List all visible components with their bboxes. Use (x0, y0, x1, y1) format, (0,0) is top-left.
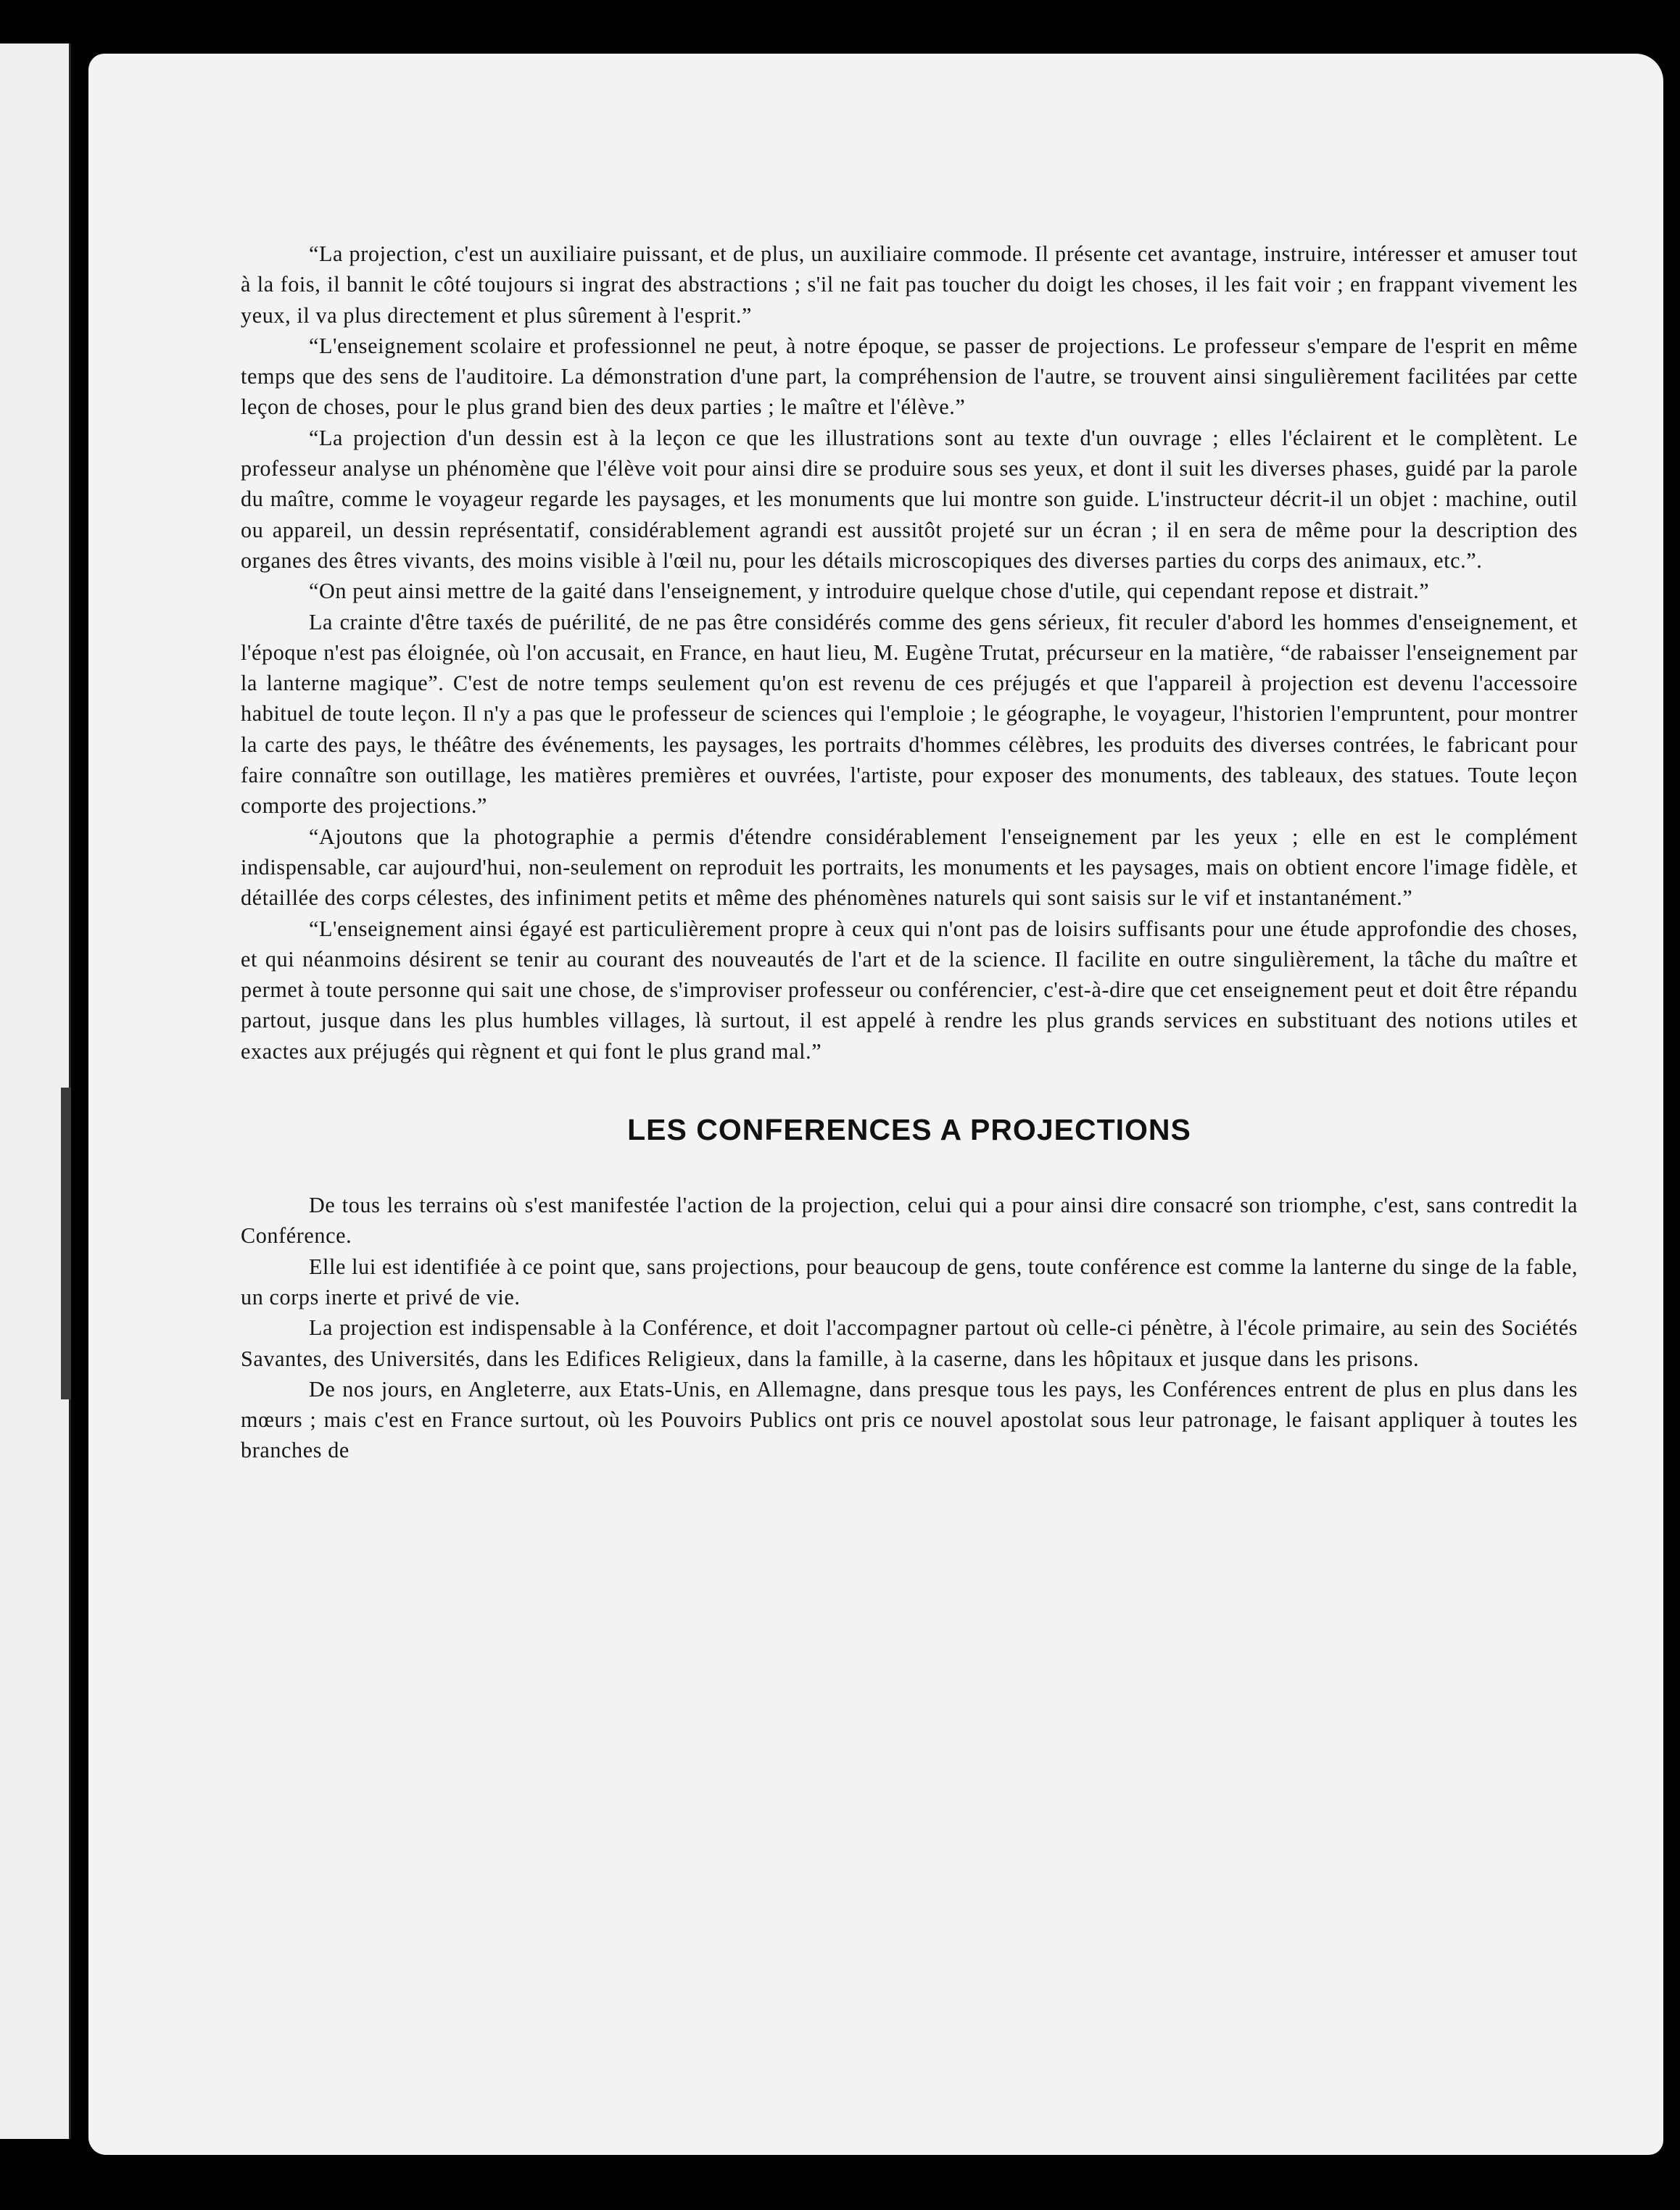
paragraph: La crainte d'être taxés de puérilité, de ne pas être considérés comme des gens sérieux, fit reculer d'abord les hommes d'enseignement, et l'époque n'est pas éloignée, où l'on accusait, en France, en haut lieu, M. Eugène Trutat, précurseur en la matière, “de rabaisser l'enseignement par la lanterne magique”. C'est de notre temps seulement qu'on est revenu de ces préjugés et que l'appareil à projection est devenu l'accessoire habituel de toute leçon. Il n'y a pas que le professeur de sciences qui l'emploie ; le géographe, le voyageur, l'historien l'empruntent, pour montrer la carte des pays, le théâtre des événements, les paysages, les portraits d'hommes célèbres, les produits des diverses contrées, le fabricant pour faire connaître son outillage, les matières premières et ouvrées, l'artiste, pour exposer des monuments, des tableaux, des statues. Toute leçon comporte des projections.” (241, 609, 1578, 819)
paragraph: “La projection, c'est un auxiliaire puissant, et de plus, un auxiliaire commode. Il présente cet avantage, instruire, intéresser et amuser tout à la fois, il bannit le côté toujours si ingrat des abstractions ; s'il ne fait pas toucher du doigt les choses, il les fait voir ; en frappant vivement les yeux, il va plus directement et plus sûrement à l'esprit.” (241, 241, 1578, 328)
paragraph: “On peut ainsi mettre de la gaité dans l'enseignement, y introduire quelque chose d'utile, qui cependant repose et distrait.” (309, 579, 1430, 604)
paragraph: “La projection d'un dessin est à la leçon ce que les illustrations sont au texte d'un ouvrage ; elles l'éclairent et le complètent. Le professeur analyse un phénomène que l'élève voit pour ainsi dire se produire sous ses yeux, et dont il suit les diverses phases, guidé par la parole du maître, comme le voyageur regarde les paysages, et les monuments que lui montre son guide. L'instructeur décrit-il un objet : machine, outil ou appareil, un dessin représentatif, considérablement agrandi est aussitôt projeté sur un écran ; il en sera de même pour la description des organes des êtres vivants, des moins visible à l'œil nu, pour les détails microscopiques des diverses parties du corps des animaux, etc.”. (241, 425, 1578, 573)
paragraph: De tous les terrains où s'est manifestée l'action de la projection, celui qui a pour ainsi dire consacré son triomphe, c'est, sans contredit la Conférence. (241, 1193, 1578, 1249)
section-title: LES CONFERENCES A PROJECTIONS (627, 1113, 1191, 1147)
paragraph: “L'enseignement ainsi égayé est particulièrement propre à ceux qui n'ont pas de loisirs suffisants pour une étude approfondie des choses, et qui néanmoins désirent se tenir au courant des nouveautés de l'art et de la science. Il facilite en outre singulièrement, la tâche du maître et permet à toute personne qui sait une chose, de s'improviser professeur ou conférencier, c'est-à-dire que cet enseignement peut et doit être répandu partout, jusque dans les plus humbles villages, là surtout, il est appelé à rendre les plus grands services en substituant des notions utiles et exactes aux préjugés qui règnent et qui font le plus grand mal.” (241, 916, 1578, 1064)
paragraph: La projection est indispensable à la Conférence, et doit l'accompagner partout où celle-ci pénètre, à l'école primaire, au sein des Sociétés Savantes, des Universités, dans les Edifices Religieux, dans la famille, à la caserne, dans les hôpitaux et jusque dans les prisons. (241, 1315, 1578, 1371)
paragraph: Elle lui est identifiée à ce point que, sans projections, pour beaucoup de gens, toute conférence est comme la lanterne du singe de la fable, un corps inerte et privé de vie. (241, 1254, 1578, 1309)
paragraph: “L'enseignement scolaire et professionnel ne peut, à notre époque, se passer de projections. Le professeur s'empare de l'esprit en même temps que des sens de l'auditoire. La démonstration d'une part, la compréhension de l'autre, se trouvent ainsi singulièrement facilitées par cette leçon de choses, pour le plus grand bien des deux parties ; le maître et l'élève.” (241, 333, 1578, 420)
binding-shadow (61, 1088, 71, 1399)
page-body (241, 239, 1578, 1466)
document-page (88, 54, 1663, 2155)
paragraph: De nos jours, en Angleterre, aux Etats-Unis, en Allemagne, dans presque tous les pays, les Conférences entrent de plus en plus dans les mœurs ; mais c'est en France surtout, où les Pouvoirs Publics ont pris ce nouvel apostolat sous leur patronage, le faisant appliquer à toutes les branches de (241, 1376, 1578, 1463)
paragraph: “Ajoutons que la photographie a permis d'étendre considérablement l'enseignement par les yeux ; elle en est le complément indispensable, car aujourd'hui, non-seulement on reproduit les portraits, les monuments et les paysages, mais on obtient encore l'image fidèle, et détaillée des corps célestes, des infiniment petits et même des phénomènes naturels qui sont saisis sur le vif et instantanément.” (241, 824, 1578, 911)
